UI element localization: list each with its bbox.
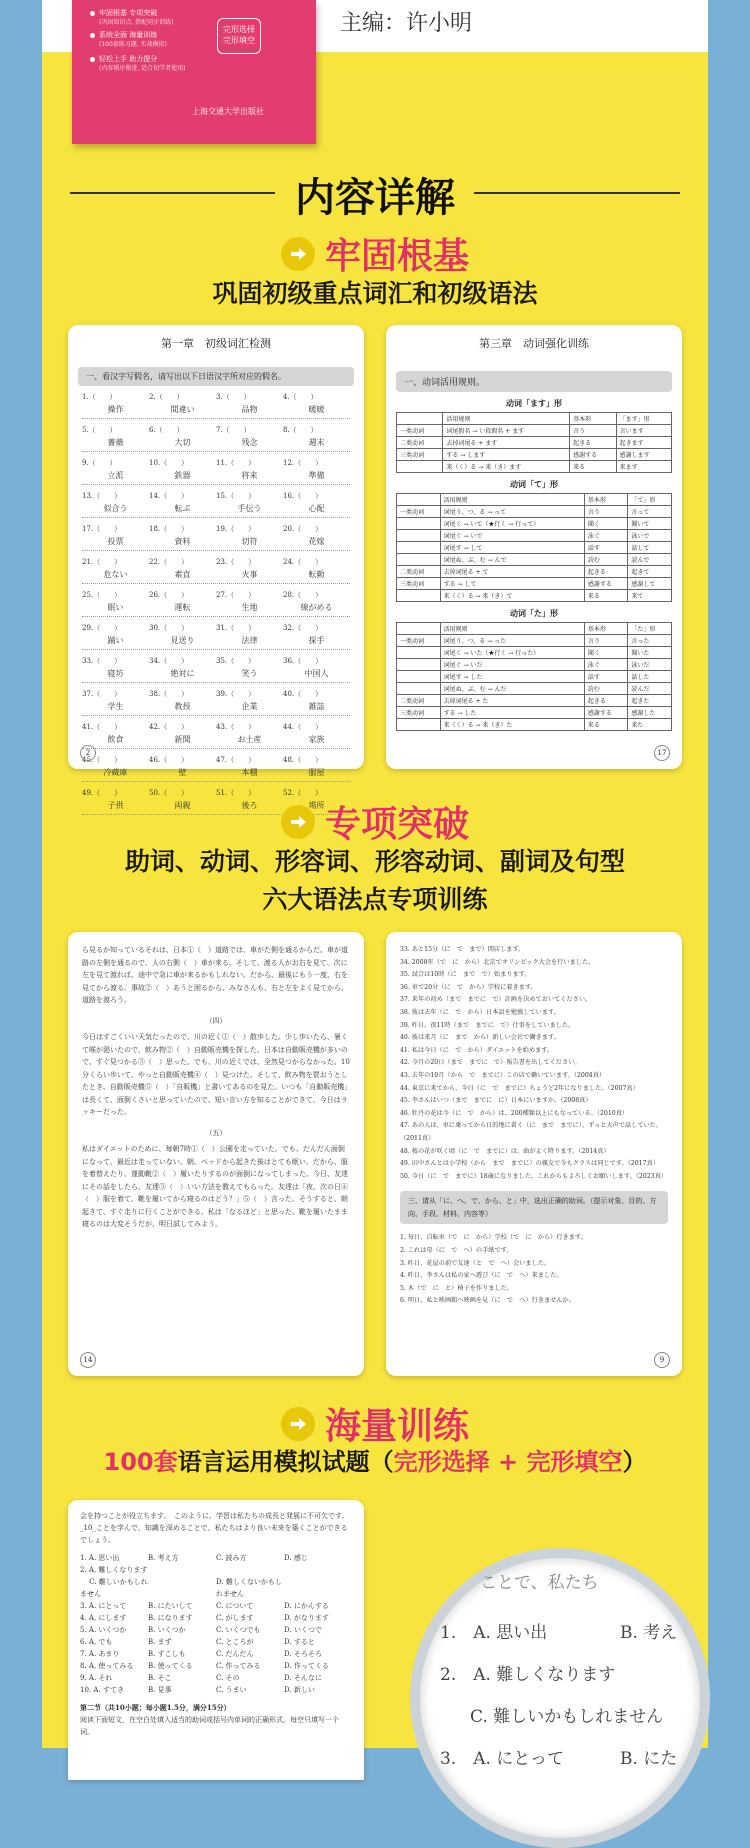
exercise-line: 41. 私は今日（に で から）ダイエットを始めます。 bbox=[400, 1046, 554, 1054]
vocab-number-row: 1.（ ） 2.（ ） 3.（ ） 4.（ ） bbox=[82, 393, 318, 401]
table-row: 词尾ぐ → いだ 泳ぐ 泳いだ bbox=[397, 659, 672, 671]
vocab-grid bbox=[68, 392, 364, 815]
page-number: 14 bbox=[80, 1352, 96, 1368]
option-row: 1. A. 思い出 B. 考え方 C. 読み方 D. 感じ bbox=[80, 1554, 308, 1562]
table-caption: 动词「ます」形 bbox=[506, 398, 562, 408]
table-row: 三类动词 する → した 感謝する 感謝した bbox=[397, 707, 672, 719]
desc-1: 巩固初级重点词汇和初级语法 bbox=[212, 279, 538, 308]
vocab-word-row: 眠い 運転 生地 線がめる bbox=[82, 602, 350, 617]
arrow-right-icon bbox=[281, 237, 315, 271]
card-mock-test bbox=[68, 1500, 364, 1780]
heading-1: 牢固根基 bbox=[0, 228, 750, 279]
desc-2a: 助词、动词、形容词、形容动词、副词及句型 bbox=[124, 847, 625, 876]
particles-text bbox=[386, 932, 682, 1320]
option-row: 5. A. いくつか B. いくつか C. いくつでも D. いくつで bbox=[80, 1626, 322, 1634]
page-number: 17 bbox=[654, 745, 670, 761]
paragraph: 私はダイエットのために、毎朝7時①（ ）公園を走っていた。でも、だんだん面倒になって、最近は走っていない。朝、ベッドから起きた後はとても眠い。だから、服を着替えたり、運動靴②（ ）履いたりするのが面倒になってしまった。今日、友達にその話をしたら、友達③（ ）いい方法を教えてもらった。友達は「夜、次の日④（ ）服を着て、靴を履いてから寝るのはどう？」⑤（ ）言った。そうすると、朝起きて、すぐ走りに行くことができる。私は「なるほど」と思った。靴を履いたまま寝るのは大変そうだが、明日試してみよう。 bbox=[82, 1145, 348, 1228]
table-row: 词尾す → した 話す 話した bbox=[397, 671, 672, 683]
vocab-word-row: 子供 両親 後ろ 場所 bbox=[82, 800, 350, 815]
section-title: 内容详解 bbox=[295, 175, 455, 221]
exercise-line: 47. あの人は、車に乗ってから日的地に着く（に まで までに）、ずっと大声で話していた。（2011真） bbox=[400, 1122, 663, 1142]
table-caption: 动词「た」形 bbox=[510, 608, 558, 618]
instruction-pill: 三、请从「に、へ、で、から、と」中，选出正确的助词。（提示对象、目的、方向、手段、材料、内容等） bbox=[400, 1191, 668, 1224]
exercise-line: 5. 木（で に と）椅子を作りました。 bbox=[400, 1284, 514, 1292]
desc-3: 100套语言运用模拟试题（完形选择 + 完形填空） bbox=[103, 1448, 647, 1476]
table-row: 词尾く → いて（★行く → 行って） 聞く 聞いて bbox=[397, 518, 672, 530]
card-vocab bbox=[68, 325, 364, 810]
feature-2: 系统全面 海量训练 (100套练习题, 实战模拟) bbox=[90, 30, 167, 50]
card-particles bbox=[386, 932, 682, 1376]
option-row: 9. A. それ B. そこ C. その D. そんなに bbox=[80, 1674, 322, 1682]
table-row: 一类动词 词尾う、つ、る → った 言う 言った bbox=[397, 635, 672, 647]
card2-title: 第三章 动词强化训练 bbox=[479, 337, 589, 350]
exercise-line: 34. 2008年（で に から）北京でオリンピック大会を行いました。 bbox=[400, 958, 595, 966]
paragraph: 今日はすごくいい天気だったので、川の近く①（ ）散歩した。少し歩いたら、暑くて喉が渇いたので、飲み物②（ ）自動販売機を探した。日本は自動販売機が多いので、すぐ見つかる③（ ）思った。でも、川の近くでは、全然見つからなかった。10分くらい歩いて、やっと自動販売機④（ ）見つけた。そして、飲み物を買おうとしたとき、自動販売機⑤（ ）「自販機」と書いてあるのを見た。いつも「自動販売機」は長くて、面倒くさいと思っていたので、短い言い方を知ることができて、今日はラッキーだった。 bbox=[82, 1033, 350, 1116]
table-row: 词尾ぬ、ぶ、む → んだ 読む 読んだ bbox=[397, 683, 672, 695]
book-badge: 完形选择 完形填空 bbox=[217, 18, 261, 54]
exercise-line: 6. 明日、私と映画館へ映画を見（に で へ）行きませんか。 bbox=[400, 1297, 575, 1305]
option-row: 10. A. すてき B. 見事 C. うまい D. 新しい bbox=[80, 1686, 315, 1694]
magnifier-lens: ことで、私たち 1. A. 思い出 B. 考え 2. A. 難しくなります C. 難しいかもしれません 3. A. にとって B. にた bbox=[410, 1548, 710, 1848]
table-row: 来（く）る → 来（き）ます 来る 来ます bbox=[397, 461, 672, 473]
paragraph: （五） bbox=[205, 1128, 227, 1137]
table-row: 来（く）る → 来（き）た 来る 来た bbox=[397, 719, 672, 731]
vocab-number-row: 45.（ ） 46.（ ） 47.（ ） 48.（ ） bbox=[82, 756, 323, 764]
vocab-word-row: 学生 教授 企業 雑誌 bbox=[82, 701, 350, 716]
heading-3: 海量训练 bbox=[0, 1398, 750, 1449]
paragraph: （四） bbox=[205, 1016, 227, 1025]
option-row: 4. A. にします B. になります C. がします D. がなります bbox=[80, 1614, 329, 1622]
verb-table: 活用规则 基本形 「た」形 一类动词 词尾う、つ、る → った 言う 言った 词尾く → いた（★行く → 行った） 聞く 聞いた 词尾ぐ → いだ 泳ぐ 泳いだ 词尾す → した 話す 話した 词尾ぬ、ぶ、む → んだ 読む 読んだ 二类动词 去掉词尾る + た 起きる 起きた 三类动词 する → した 感謝する 感謝した 来（く）る → 来（き）た 来る 来た bbox=[396, 622, 672, 731]
card-verbs bbox=[386, 325, 682, 769]
exercise-line: 1. 毎日、自転車（で に から）学校（で に から）行きます。 bbox=[400, 1234, 587, 1242]
verb-tables bbox=[386, 398, 682, 731]
vocab-number-row: 25.（ ） 26.（ ） 27.（ ） 28.（ ） bbox=[82, 591, 323, 599]
vocab-word-row: 飲食 新聞 お土産 家族 bbox=[82, 734, 350, 749]
arrow-right-icon bbox=[281, 1407, 315, 1441]
exercise-line: 43. 去年の10月（から で までに）この店で働いています。（2004真） bbox=[400, 1071, 606, 1079]
arrow-right-icon bbox=[281, 805, 315, 839]
exercise-line: 36. 車で20分（に で から）学校に着きます。 bbox=[400, 983, 537, 991]
exercise-line: 2. これは母（に で へ）の手紙です。 bbox=[400, 1247, 513, 1255]
table-row: 二类动词 去掉词尾る + た 起きる 起きた bbox=[397, 695, 672, 707]
mock-intro: 会を持つことが役立ちます。 このように、学習は私たちの成長と発展に不可欠です。_10_ことを学んで、知識を深めることで、私たちはより良い未来を築くことができるでしょう。 bbox=[80, 1512, 349, 1544]
editor-credit: 主编：许小明 bbox=[340, 11, 473, 36]
mock-options bbox=[80, 1552, 352, 1696]
exercise-line: 4. 昨日、李さんは私の家へ遊び（に で へ）来ました。 bbox=[400, 1272, 563, 1280]
exercise-line: 38. 彼は去年（に で から）日本語を勉強しています。 bbox=[400, 1008, 560, 1016]
option-row: C. 難しいかもしれません D. 難しくないかもしれません bbox=[80, 1578, 282, 1598]
vocab-number-row: 37.（ ） 38.（ ） 39.（ ） 40.（ ） bbox=[82, 690, 323, 698]
exercise-line: 44. 東京に来てから、今日（に で までに）ちょうど2年になりました。（2007真） bbox=[400, 1084, 639, 1092]
part2-text: 阅读下面短文，在空白处填入适当的助词或括号内单词的正确形式，每空只填写一个词。 bbox=[80, 1716, 339, 1736]
table-row: 词尾ぐ → いで 泳ぐ 泳いで bbox=[397, 530, 672, 542]
feature-3: 轻松上手 助力提分 (内容循序渐进, 适合初学者使用) bbox=[90, 54, 186, 74]
card-reading bbox=[68, 932, 364, 1376]
table-row: 来（く）る → 来（き）て 来る 来て bbox=[397, 590, 672, 602]
option-row: 2. A. 難しくなります bbox=[80, 1566, 148, 1574]
vocab-number-row: 21.（ ） 22.（ ） 23.（ ） 24.（ ） bbox=[82, 558, 323, 566]
option-row: 6. A. でも B. まず C. ところが D. すると bbox=[80, 1638, 315, 1646]
vocab-number-row: 5.（ ） 6.（ ） 7.（ ） 8.（ ） bbox=[82, 426, 318, 434]
vocab-word-row: 踊い 見送り 法律 探手 bbox=[82, 635, 350, 650]
book-cover bbox=[72, 0, 316, 144]
card2-instruction: 一、动词活用规则。 bbox=[396, 371, 672, 392]
exercise-line: 50. 今日（に で までに）18歳になりました。これからもよろしくお願いします。（2023真） bbox=[400, 1172, 667, 1180]
vocab-word-row: 薔薇 大切 残念 週末 bbox=[82, 437, 350, 452]
vocab-number-row: 29.（ ） 30.（ ） 31.（ ） 32.（ ） bbox=[82, 624, 323, 632]
vocab-word-row: 冷蔵庫 壁 本棚 服屋 bbox=[82, 767, 350, 782]
table-row: 二类动词 去掉词尾る + て 起きる 起きて bbox=[397, 566, 672, 578]
vocab-word-row: 操作 間違い 品物 暖暖 bbox=[82, 404, 350, 419]
verb-table: 活用规则 基本形 「ます」形 一类动词 词尾假名 → い段假名 + ます 言う 言います 二类动词 去掉词尾る + ます 起きる 起きます 三类动词 する → します 感謝する 感謝します 来（く）る → 来（き）ます 来る 来ます bbox=[396, 412, 672, 473]
vocab-word-row: 立派 鉄器 将来 準備 bbox=[82, 470, 350, 485]
table-row: 三类动词 する → します 感謝する 感謝します bbox=[397, 449, 672, 461]
paragraph: ら見るか知っているそれは、日本①（ ）道路では、車がた側を通るからだ。車が道路の左側を通るので、人の右側（ ）車が来る。そして、渡る人がお右を見て、次に左を見て渡れば、途中で急に車が来るかもしれない。だから、最後にもう一度、右を見てから渡る。事故②（ ）あうと困るから、みなさんも、右と左をよく見てから、道路を渡ろう。 bbox=[82, 946, 348, 1004]
vocab-number-row: 41.（ ） 42.（ ） 43.（ ） 44.（ ） bbox=[82, 723, 323, 731]
exercise-line: 40. 彼は来月（に まで から）新しい会社で働きます。 bbox=[400, 1034, 560, 1042]
part2-title: 第二节（共10小题；每小题1.5分，满分15分） bbox=[80, 1703, 231, 1712]
verb-table: 活用规则 基本形 「て」形 一类动词 词尾う、つ、る → って 言う 言って 词尾く → いて（★行く → 行って） 聞く 聞いて 词尾ぐ → いで 泳ぐ 泳いで 词尾す → して 話す 話して 词尾ぬ、ぶ、む → んで 読む 読んで 二类动词 去掉词尾る + て 起きる 起きて 三类动词 する → して 感謝する 感謝して 来（く）る → 来（き）て 来る 来て bbox=[396, 493, 672, 602]
vocab-number-row: 13.（ ） 14.（ ） 15.（ ） 16.（ ） bbox=[82, 492, 323, 500]
exercise-line: 49. 田中さんとは小学校（から まで までに）の親友で今もクラスは同じです。（2017真） bbox=[400, 1160, 659, 1168]
exercise-line: 35. 試合は10時（に まで で）始まります。 bbox=[400, 971, 531, 979]
page-number: 2 bbox=[80, 745, 96, 761]
table-row: 一类动词 词尾假名 → い段假名 + ます 言う 言います bbox=[397, 425, 672, 437]
vocab-number-row: 33.（ ） 34.（ ） 35.（ ） 36.（ ） bbox=[82, 657, 323, 665]
exercise-line: 45. 李さんはいつ（まで までに に）日本にいますか。（2008真） bbox=[400, 1097, 592, 1105]
table-row: 词尾す → して 話す 話して bbox=[397, 542, 672, 554]
exercise-line: 37. 来年の初め（まで までに で）計画を決めておいてください。 bbox=[400, 996, 592, 1004]
feature-1: 牢固根基 专项突破 (巩固知识点, 搭配同步训练) bbox=[90, 8, 174, 28]
exercise-line: 3. 昨日、花屋の前で友達（と で へ）会いました。 bbox=[400, 1259, 551, 1267]
option-row: 7. A. あまり B. すこしも C. だんだん D. そろそろ bbox=[80, 1650, 322, 1658]
table-row: 词尾く → いた（★行く → 行った） 聞く 聞いた bbox=[397, 647, 672, 659]
card1-title: 第一章 初级词汇检测 bbox=[161, 337, 271, 350]
table-caption: 动词「て」形 bbox=[510, 479, 558, 489]
vocab-number-row: 9.（ ） 10.（ ） 11.（ ） 12.（ ） bbox=[82, 459, 323, 467]
desc-2b: 六大语法点专项训练 bbox=[262, 885, 488, 914]
vocab-number-row: 17.（ ） 18.（ ） 19.（ ） 20.（ ） bbox=[82, 525, 323, 533]
table-row: 三类动词 する → して 感謝する 感謝して bbox=[397, 578, 672, 590]
option-row: 3. A. にとって B. にたいして C. について D. にかんする bbox=[80, 1602, 329, 1610]
exercise-line: 48. 桜の花が咲く頃（に で までに）は、曲がよく降ります。（2014真） bbox=[400, 1147, 610, 1155]
publisher: 上海交通大学出版社 bbox=[192, 107, 264, 116]
exercise-line: 46. 牡丹の花は今（に で から）は、200種類以上にもなっている。（2010真） bbox=[400, 1109, 629, 1117]
vocab-word-row: 寝坊 絶対に 笑う 中国人 bbox=[82, 668, 350, 683]
reading-text bbox=[68, 932, 364, 1247]
table-row: 词尾ぬ、ぶ、む → んで 読む 読んで bbox=[397, 554, 672, 566]
vocab-number-row: 49.（ ） 50.（ ） 51.（ ） 52.（ ） bbox=[82, 789, 323, 797]
card1-instruction: 一、看汉字写假名，请写出以下日语汉字所对应的假名。 bbox=[78, 367, 354, 386]
heading-2: 专项突破 bbox=[0, 796, 750, 847]
vocab-word-row: 似合う 転ぶ 手伝う 心配 bbox=[82, 503, 350, 518]
exercise-line: 42. 今月の20日（まで までに で）報告書を出してください。 bbox=[400, 1059, 581, 1067]
exercise-line: 39. 昨日、夜11時（まで までに で）仕事をしていました。 bbox=[400, 1021, 575, 1029]
table-row: 二类动词 去掉词尾る + ます 起きる 起きます bbox=[397, 437, 672, 449]
vocab-word-row: 危ない 素直 火事 転勤 bbox=[82, 569, 350, 584]
page-number: 9 bbox=[654, 1352, 670, 1368]
table-row: 一类动词 词尾う、つ、る → って 言う 言って bbox=[397, 506, 672, 518]
option-row: 8. A. 使ってみる B. 使ってくる C. 作ってみる D. 作ってくる bbox=[80, 1662, 329, 1670]
vocab-word-row: 投票 資料 切符 花嫁 bbox=[82, 536, 350, 551]
exercise-line: 33. あと15分（に で まで）閉店します。 bbox=[400, 946, 525, 953]
